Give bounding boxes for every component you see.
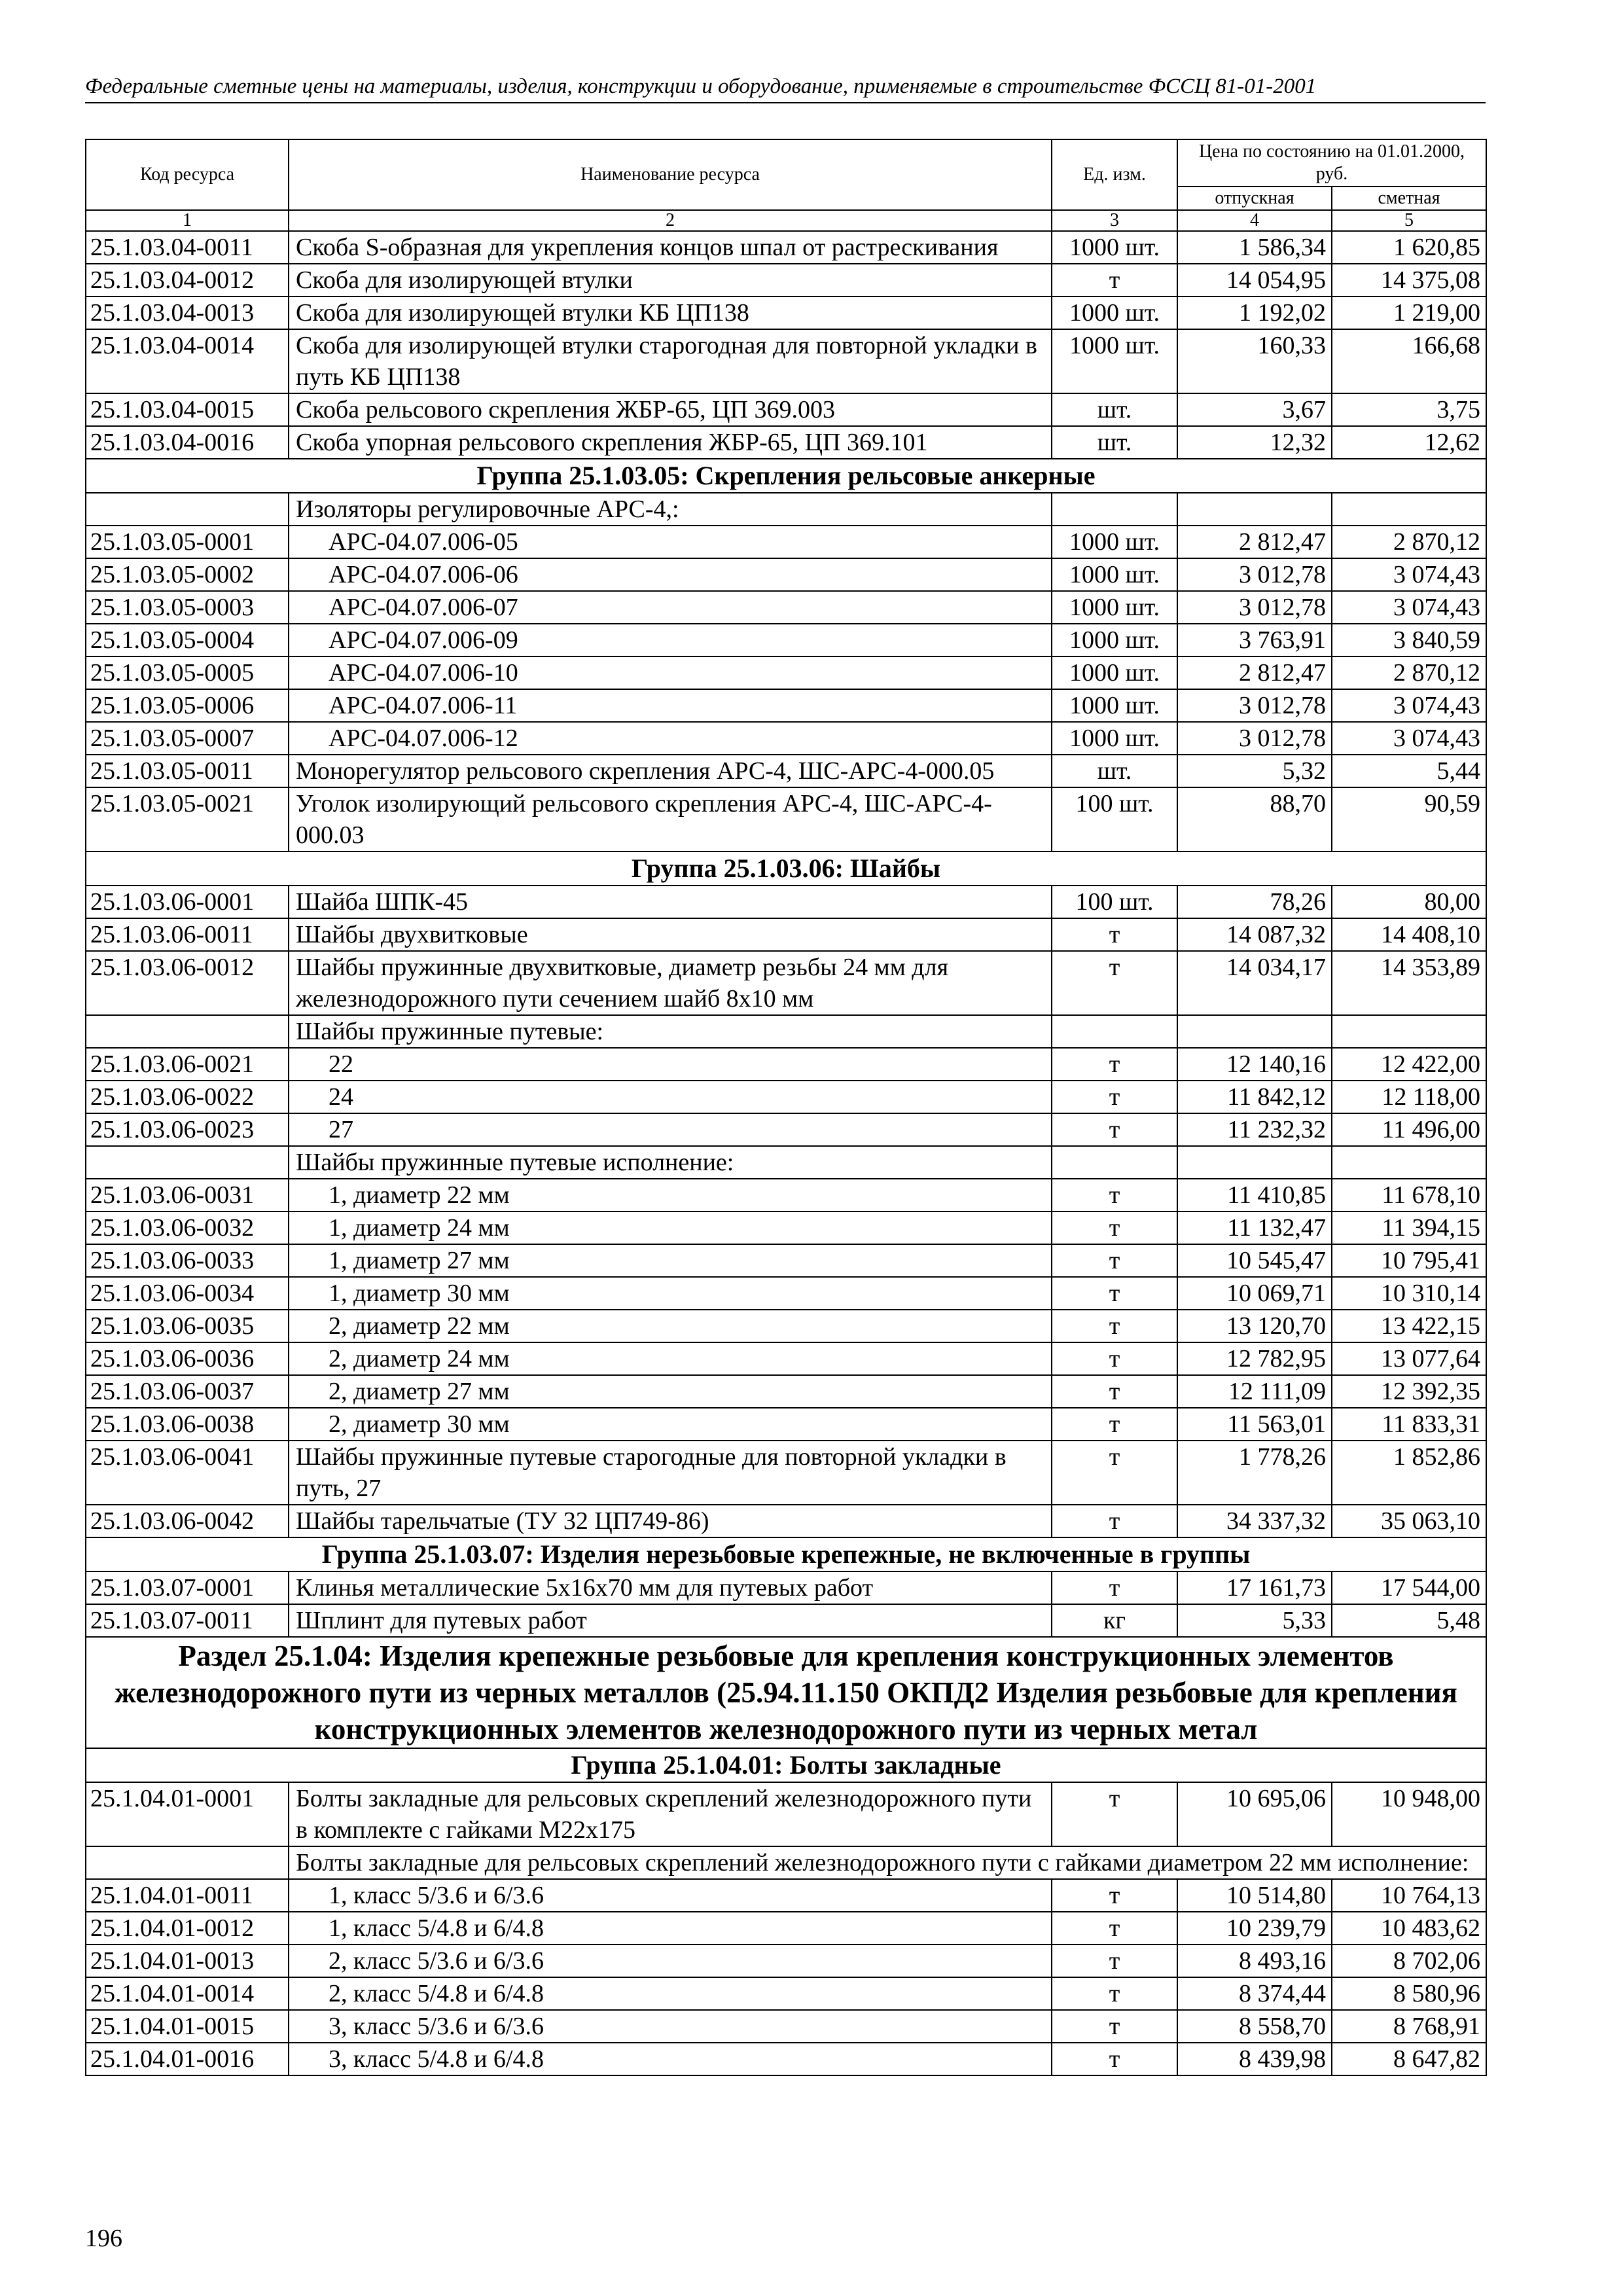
estimate-price: 35 063,10 bbox=[1332, 1505, 1486, 1537]
release-price: 12 111,09 bbox=[1177, 1375, 1332, 1408]
empty-cell bbox=[1332, 1146, 1486, 1179]
resource-code: 25.1.03.04-0011 bbox=[86, 231, 289, 264]
empty-code-cell bbox=[86, 1146, 289, 1179]
resource-unit: т bbox=[1052, 1310, 1177, 1342]
table-row bbox=[86, 1113, 1486, 1146]
release-price: 5,33 bbox=[1177, 1604, 1332, 1637]
resource-code: 25.1.04.01-0014 bbox=[86, 1977, 289, 2010]
resource-unit: 100 шт. bbox=[1052, 886, 1177, 918]
resource-name: Болты закладные для рельсовых скреплений железнодорожного пути в комплекте с гайками М22х175 bbox=[289, 1782, 1052, 1846]
resource-name: Шайбы тарельчатые (ТУ 32 ЦП749-86) bbox=[289, 1505, 1052, 1537]
release-price: 10 069,71 bbox=[1177, 1277, 1332, 1310]
resource-name: 24 bbox=[289, 1081, 1052, 1113]
resource-name: АРС-04.07.006-05 bbox=[289, 526, 1052, 558]
estimate-price: 8 768,91 bbox=[1332, 2010, 1486, 2043]
section-heading-row bbox=[86, 1637, 1486, 1748]
subheading: Изоляторы регулировочные АРС-4,: bbox=[289, 493, 1052, 526]
release-price: 10 239,79 bbox=[1177, 1912, 1332, 1945]
resource-unit: т bbox=[1052, 1081, 1177, 1113]
resource-unit: шт. bbox=[1052, 755, 1177, 787]
resource-unit: т bbox=[1052, 1879, 1177, 1912]
group-heading: Группа 25.1.04.01: Болты закладные bbox=[86, 1748, 1486, 1782]
release-price: 8 558,70 bbox=[1177, 2010, 1332, 2043]
resource-unit: т bbox=[1052, 2043, 1177, 2075]
col-number: 5 bbox=[1332, 210, 1486, 231]
estimate-price: 3 074,43 bbox=[1332, 591, 1486, 624]
resource-code: 25.1.03.06-0023 bbox=[86, 1113, 289, 1146]
empty-code-cell bbox=[86, 1846, 289, 1879]
table-row bbox=[86, 296, 1486, 329]
group-heading-row bbox=[86, 852, 1486, 886]
resource-code: 25.1.03.04-0015 bbox=[86, 393, 289, 426]
release-price: 3 012,78 bbox=[1177, 689, 1332, 722]
estimate-price: 80,00 bbox=[1332, 886, 1486, 918]
resource-unit: т bbox=[1052, 1277, 1177, 1310]
release-price: 11 132,47 bbox=[1177, 1211, 1332, 1244]
resource-unit: т bbox=[1052, 1782, 1177, 1846]
release-price: 14 087,32 bbox=[1177, 918, 1332, 951]
release-price: 2 812,47 bbox=[1177, 656, 1332, 689]
release-price: 3 763,91 bbox=[1177, 624, 1332, 656]
group-heading: Группа 25.1.03.06: Шайбы bbox=[86, 852, 1486, 886]
col-number: 4 bbox=[1177, 210, 1332, 231]
resource-unit: т bbox=[1052, 1244, 1177, 1277]
table-row bbox=[86, 393, 1486, 426]
estimate-price: 14 375,08 bbox=[1332, 264, 1486, 296]
resource-name: 2, диаметр 22 мм bbox=[289, 1310, 1052, 1342]
subheading-row bbox=[86, 1015, 1486, 1048]
table-row bbox=[86, 1571, 1486, 1604]
resource-unit: т bbox=[1052, 1179, 1177, 1211]
resource-name: Скоба для изолирующей втулки старогодная для повторной укладки в путь КБ ЦП138 bbox=[289, 329, 1052, 393]
table-row bbox=[86, 1945, 1486, 1977]
estimate-price: 3 840,59 bbox=[1332, 624, 1486, 656]
release-price: 11 563,01 bbox=[1177, 1408, 1332, 1441]
resource-name: Уголок изолирующий рельсового скрепления АРС-4, ШС-АРС-4- 000.03 bbox=[289, 787, 1052, 852]
release-price: 5,32 bbox=[1177, 755, 1332, 787]
table-row bbox=[86, 558, 1486, 591]
subheading-row bbox=[86, 1846, 1486, 1879]
resource-code: 25.1.04.01-0011 bbox=[86, 1879, 289, 1912]
table-row bbox=[86, 1782, 1486, 1846]
resource-code: 25.1.03.06-0011 bbox=[86, 918, 289, 951]
release-price: 3 012,78 bbox=[1177, 558, 1332, 591]
table-row bbox=[86, 787, 1486, 852]
resource-name: 2, диаметр 27 мм bbox=[289, 1375, 1052, 1408]
empty-cell bbox=[1332, 1015, 1486, 1048]
price-table bbox=[85, 139, 1487, 2076]
table-row bbox=[86, 1505, 1486, 1537]
resource-name: Клинья металлические 5х16х70 мм для путевых работ bbox=[289, 1571, 1052, 1604]
release-price: 160,33 bbox=[1177, 329, 1332, 393]
table-row bbox=[86, 1048, 1486, 1081]
resource-unit: т bbox=[1052, 1912, 1177, 1945]
section-heading: Раздел 25.1.04: Изделия крепежные резьбовые для крепления конструкционных элементов железнодорожного пути из черных металлов (25.94.11.150 ОКПД2 Изделия резьбовые для крепления конструкционных элементов железнодорожного пути из черных метал bbox=[86, 1637, 1486, 1748]
resource-code: 25.1.04.01-0013 bbox=[86, 1945, 289, 1977]
group-heading: Группа 25.1.03.07: Изделия нерезьбовые крепежные, не включенные в группы bbox=[86, 1537, 1486, 1571]
resource-code: 25.1.03.06-0031 bbox=[86, 1179, 289, 1211]
estimate-price: 10 795,41 bbox=[1332, 1244, 1486, 1277]
resource-unit: т bbox=[1052, 951, 1177, 1015]
release-price: 1 586,34 bbox=[1177, 231, 1332, 264]
resource-name: 1, класс 5/3.6 и 6/3.6 bbox=[289, 1879, 1052, 1912]
release-price: 2 812,47 bbox=[1177, 526, 1332, 558]
resource-code: 25.1.03.05-0011 bbox=[86, 755, 289, 787]
empty-cell bbox=[1332, 493, 1486, 526]
resource-code: 25.1.03.06-0035 bbox=[86, 1310, 289, 1342]
resource-code: 25.1.04.01-0001 bbox=[86, 1782, 289, 1846]
resource-name: АРС-04.07.006-06 bbox=[289, 558, 1052, 591]
release-price: 12 782,95 bbox=[1177, 1342, 1332, 1375]
resource-name: 3, класс 5/3.6 и 6/3.6 bbox=[289, 2010, 1052, 2043]
resource-code: 25.1.03.05-0007 bbox=[86, 722, 289, 755]
resource-unit: шт. bbox=[1052, 426, 1177, 459]
table-row bbox=[86, 1977, 1486, 2010]
table-row bbox=[86, 264, 1486, 296]
release-price: 1 192,02 bbox=[1177, 296, 1332, 329]
resource-unit: т bbox=[1052, 1375, 1177, 1408]
resource-code: 25.1.03.06-0042 bbox=[86, 1505, 289, 1537]
col-header-unit: Ед. изм. bbox=[1052, 139, 1177, 210]
table-row bbox=[86, 1408, 1486, 1441]
release-price: 12,32 bbox=[1177, 426, 1332, 459]
resource-name: 3, класс 5/4.8 и 6/4.8 bbox=[289, 2043, 1052, 2075]
table-row bbox=[86, 624, 1486, 656]
table-row bbox=[86, 656, 1486, 689]
table-row bbox=[86, 1277, 1486, 1310]
release-price: 8 439,98 bbox=[1177, 2043, 1332, 2075]
release-price: 10 545,47 bbox=[1177, 1244, 1332, 1277]
resource-name: АРС-04.07.006-07 bbox=[289, 591, 1052, 624]
resource-code: 25.1.04.01-0016 bbox=[86, 2043, 289, 2075]
resource-code: 25.1.03.07-0001 bbox=[86, 1571, 289, 1604]
resource-name: 2, класс 5/3.6 и 6/3.6 bbox=[289, 1945, 1052, 1977]
subheading-row bbox=[86, 493, 1486, 526]
resource-unit: 1000 шт. bbox=[1052, 656, 1177, 689]
resource-name: 1, диаметр 27 мм bbox=[289, 1244, 1052, 1277]
estimate-price: 10 764,13 bbox=[1332, 1879, 1486, 1912]
estimate-price: 17 544,00 bbox=[1332, 1571, 1486, 1604]
release-price: 78,26 bbox=[1177, 886, 1332, 918]
resource-unit: 1000 шт. bbox=[1052, 231, 1177, 264]
subheading: Шайбы пружинные путевые: bbox=[289, 1015, 1052, 1048]
table-body bbox=[86, 231, 1486, 2075]
group-heading: Группа 25.1.03.05: Скрепления рельсовые анкерные bbox=[86, 459, 1486, 493]
resource-code: 25.1.03.06-0012 bbox=[86, 951, 289, 1015]
resource-name: 1, диаметр 24 мм bbox=[289, 1211, 1052, 1244]
resource-name: 2, диаметр 24 мм bbox=[289, 1342, 1052, 1375]
table-row bbox=[86, 1310, 1486, 1342]
release-price: 8 374,44 bbox=[1177, 1977, 1332, 2010]
resource-code: 25.1.03.06-0001 bbox=[86, 886, 289, 918]
table-row bbox=[86, 2043, 1486, 2075]
table-row bbox=[86, 231, 1486, 264]
page-header: Федеральные сметные цены на материалы, изделия, конструкции и оборудование, применяемые в строительстве ФССЦ 81-01-2001 bbox=[85, 73, 1486, 103]
resource-unit: 1000 шт. bbox=[1052, 624, 1177, 656]
resource-name: Шайба ШПК-45 bbox=[289, 886, 1052, 918]
resource-name: Скоба S-образная для укрепления концов шпал от растрескивания bbox=[289, 231, 1052, 264]
subheading: Болты закладные для рельсовых скреплений железнодорожного пути с гайками диаметром 22 мм исполнение: bbox=[289, 1846, 1486, 1879]
resource-name: 27 bbox=[289, 1113, 1052, 1146]
table-row bbox=[86, 591, 1486, 624]
resource-code: 25.1.03.06-0032 bbox=[86, 1211, 289, 1244]
estimate-price: 12,62 bbox=[1332, 426, 1486, 459]
resource-unit: 1000 шт. bbox=[1052, 689, 1177, 722]
estimate-price: 3 074,43 bbox=[1332, 722, 1486, 755]
resource-code: 25.1.04.01-0015 bbox=[86, 2010, 289, 2043]
resource-name: 1, диаметр 30 мм bbox=[289, 1277, 1052, 1310]
resource-unit: 1000 шт. bbox=[1052, 296, 1177, 329]
resource-unit: 1000 шт. bbox=[1052, 591, 1177, 624]
resource-code: 25.1.03.06-0034 bbox=[86, 1277, 289, 1310]
release-price: 11 842,12 bbox=[1177, 1081, 1332, 1113]
group-heading-row bbox=[86, 459, 1486, 493]
col-number: 3 bbox=[1052, 210, 1177, 231]
resource-name: Скоба упорная рельсового скрепления ЖБР-65, ЦП 369.101 bbox=[289, 426, 1052, 459]
empty-cell bbox=[1052, 1015, 1177, 1048]
resource-code: 25.1.03.06-0033 bbox=[86, 1244, 289, 1277]
resource-code: 25.1.03.04-0012 bbox=[86, 264, 289, 296]
resource-unit: т bbox=[1052, 1048, 1177, 1081]
resource-name: Скоба для изолирующей втулки bbox=[289, 264, 1052, 296]
table-row bbox=[86, 329, 1486, 393]
estimate-price: 11 833,31 bbox=[1332, 1408, 1486, 1441]
table-row bbox=[86, 1179, 1486, 1211]
release-price: 12 140,16 bbox=[1177, 1048, 1332, 1081]
resource-code: 25.1.04.01-0012 bbox=[86, 1912, 289, 1945]
subheading-row bbox=[86, 1146, 1486, 1179]
release-price: 3 012,78 bbox=[1177, 722, 1332, 755]
resource-code: 25.1.03.06-0038 bbox=[86, 1408, 289, 1441]
estimate-price: 5,44 bbox=[1332, 755, 1486, 787]
resource-code: 25.1.03.06-0036 bbox=[86, 1342, 289, 1375]
resource-unit: т bbox=[1052, 918, 1177, 951]
table-row bbox=[86, 1879, 1486, 1912]
resource-unit: т bbox=[1052, 2010, 1177, 2043]
estimate-price: 14 408,10 bbox=[1332, 918, 1486, 951]
resource-unit: т bbox=[1052, 1977, 1177, 2010]
resource-unit: 100 шт. bbox=[1052, 787, 1177, 852]
release-price: 1 778,26 bbox=[1177, 1441, 1332, 1505]
estimate-price: 13 077,64 bbox=[1332, 1342, 1486, 1375]
resource-unit: кг bbox=[1052, 1604, 1177, 1637]
resource-code: 25.1.03.05-0005 bbox=[86, 656, 289, 689]
col-number: 1 bbox=[86, 210, 289, 231]
resource-code: 25.1.03.05-0002 bbox=[86, 558, 289, 591]
resource-name: Скоба рельсового скрепления ЖБР-65, ЦП 369.003 bbox=[289, 393, 1052, 426]
estimate-price: 1 852,86 bbox=[1332, 1441, 1486, 1505]
empty-cell bbox=[1177, 1146, 1332, 1179]
resource-unit: т bbox=[1052, 1571, 1177, 1604]
release-price: 14 054,95 bbox=[1177, 264, 1332, 296]
estimate-price: 8 580,96 bbox=[1332, 1977, 1486, 2010]
table-row bbox=[86, 1244, 1486, 1277]
estimate-price: 14 353,89 bbox=[1332, 951, 1486, 1015]
col-header-estimate: сметная bbox=[1332, 187, 1486, 210]
estimate-price: 2 870,12 bbox=[1332, 526, 1486, 558]
resource-name: 1, класс 5/4.8 и 6/4.8 bbox=[289, 1912, 1052, 1945]
col-header-price: Цена по состоянию на 01.01.2000, руб. bbox=[1177, 139, 1486, 187]
estimate-price: 10 483,62 bbox=[1332, 1912, 1486, 1945]
col-header-release: отпускная bbox=[1177, 187, 1332, 210]
release-price: 11 232,32 bbox=[1177, 1113, 1332, 1146]
table-row bbox=[86, 722, 1486, 755]
estimate-price: 166,68 bbox=[1332, 329, 1486, 393]
resource-unit: 1000 шт. bbox=[1052, 722, 1177, 755]
estimate-price: 11 678,10 bbox=[1332, 1179, 1486, 1211]
estimate-price: 11 394,15 bbox=[1332, 1211, 1486, 1244]
resource-name: 1, диаметр 22 мм bbox=[289, 1179, 1052, 1211]
table-row bbox=[86, 755, 1486, 787]
resource-name: 22 bbox=[289, 1048, 1052, 1081]
resource-unit: т bbox=[1052, 1945, 1177, 1977]
table-row bbox=[86, 1211, 1486, 1244]
resource-code: 25.1.03.06-0021 bbox=[86, 1048, 289, 1081]
resource-code: 25.1.03.05-0006 bbox=[86, 689, 289, 722]
empty-cell bbox=[1052, 493, 1177, 526]
resource-name: АРС-04.07.006-10 bbox=[289, 656, 1052, 689]
estimate-price: 10 948,00 bbox=[1332, 1782, 1486, 1846]
resource-code: 25.1.03.05-0004 bbox=[86, 624, 289, 656]
resource-unit: т bbox=[1052, 1211, 1177, 1244]
resource-name: 2, диаметр 30 мм bbox=[289, 1408, 1052, 1441]
col-number: 2 bbox=[289, 210, 1052, 231]
release-price: 10 514,80 bbox=[1177, 1879, 1332, 1912]
resource-unit: т bbox=[1052, 1342, 1177, 1375]
resource-code: 25.1.03.06-0037 bbox=[86, 1375, 289, 1408]
resource-unit: т bbox=[1052, 1505, 1177, 1537]
empty-code-cell bbox=[86, 1015, 289, 1048]
release-price: 3 012,78 bbox=[1177, 591, 1332, 624]
release-price: 14 034,17 bbox=[1177, 951, 1332, 1015]
release-price: 34 337,32 bbox=[1177, 1505, 1332, 1537]
resource-name: Шайбы двухвитковые bbox=[289, 918, 1052, 951]
resource-name: 2, класс 5/4.8 и 6/4.8 bbox=[289, 1977, 1052, 2010]
estimate-price: 2 870,12 bbox=[1332, 656, 1486, 689]
estimate-price: 3 074,43 bbox=[1332, 689, 1486, 722]
resource-name: АРС-04.07.006-12 bbox=[289, 722, 1052, 755]
estimate-price: 12 118,00 bbox=[1332, 1081, 1486, 1113]
table-row bbox=[86, 1081, 1486, 1113]
resource-unit: 1000 шт. bbox=[1052, 526, 1177, 558]
resource-name: Скоба для изолирующей втулки КБ ЦП138 bbox=[289, 296, 1052, 329]
table-row bbox=[86, 1441, 1486, 1505]
estimate-price: 5,48 bbox=[1332, 1604, 1486, 1637]
table-row bbox=[86, 1912, 1486, 1945]
resource-unit: т bbox=[1052, 264, 1177, 296]
table-row bbox=[86, 426, 1486, 459]
resource-name: АРС-04.07.006-11 bbox=[289, 689, 1052, 722]
release-price: 8 493,16 bbox=[1177, 1945, 1332, 1977]
release-price: 13 120,70 bbox=[1177, 1310, 1332, 1342]
resource-unit: 1000 шт. bbox=[1052, 558, 1177, 591]
estimate-price: 90,59 bbox=[1332, 787, 1486, 852]
resource-code: 25.1.03.04-0016 bbox=[86, 426, 289, 459]
resource-name: Монорегулятор рельсового скрепления АРС-4, ШС-АРС-4-000.05 bbox=[289, 755, 1052, 787]
table-row bbox=[86, 689, 1486, 722]
col-header-code: Код ресурса bbox=[86, 139, 289, 210]
resource-unit: т bbox=[1052, 1408, 1177, 1441]
estimate-price: 1 620,85 bbox=[1332, 231, 1486, 264]
group-heading-row bbox=[86, 1537, 1486, 1571]
resource-name: Шайбы пружинные двухвитковые, диаметр резьбы 24 мм для железнодорожного пути сечением шайб 8х10 мм bbox=[289, 951, 1052, 1015]
release-price: 3,67 bbox=[1177, 393, 1332, 426]
resource-unit: т bbox=[1052, 1113, 1177, 1146]
release-price: 17 161,73 bbox=[1177, 1571, 1332, 1604]
resource-code: 25.1.03.05-0003 bbox=[86, 591, 289, 624]
table-row bbox=[86, 918, 1486, 951]
table-row bbox=[86, 2010, 1486, 2043]
resource-code: 25.1.03.05-0021 bbox=[86, 787, 289, 852]
table-row bbox=[86, 1604, 1486, 1637]
resource-code: 25.1.03.04-0014 bbox=[86, 329, 289, 393]
table-row bbox=[86, 526, 1486, 558]
estimate-price: 8 702,06 bbox=[1332, 1945, 1486, 1977]
estimate-price: 10 310,14 bbox=[1332, 1277, 1486, 1310]
empty-cell bbox=[1177, 1015, 1332, 1048]
estimate-price: 13 422,15 bbox=[1332, 1310, 1486, 1342]
empty-code-cell bbox=[86, 493, 289, 526]
estimate-price: 12 392,35 bbox=[1332, 1375, 1486, 1408]
estimate-price: 12 422,00 bbox=[1332, 1048, 1486, 1081]
resource-code: 25.1.03.06-0022 bbox=[86, 1081, 289, 1113]
resource-name: АРС-04.07.006-09 bbox=[289, 624, 1052, 656]
empty-cell bbox=[1177, 493, 1332, 526]
group-heading-row bbox=[86, 1748, 1486, 1782]
subheading: Шайбы пружинные путевые исполнение: bbox=[289, 1146, 1052, 1179]
resource-unit: т bbox=[1052, 1441, 1177, 1505]
resource-code: 25.1.03.04-0013 bbox=[86, 296, 289, 329]
estimate-price: 11 496,00 bbox=[1332, 1113, 1486, 1146]
resource-name: Шайбы пружинные путевые старогодные для повторной укладки в путь, 27 bbox=[289, 1441, 1052, 1505]
empty-cell bbox=[1052, 1146, 1177, 1179]
table-row bbox=[86, 1342, 1486, 1375]
resource-code: 25.1.03.06-0041 bbox=[86, 1441, 289, 1505]
release-price: 10 695,06 bbox=[1177, 1782, 1332, 1846]
estimate-price: 1 219,00 bbox=[1332, 296, 1486, 329]
page-number: 196 bbox=[85, 2225, 122, 2252]
resource-unit: шт. bbox=[1052, 393, 1177, 426]
resource-code: 25.1.03.05-0001 bbox=[86, 526, 289, 558]
resource-unit: 1000 шт. bbox=[1052, 329, 1177, 393]
table-row bbox=[86, 886, 1486, 918]
estimate-price: 8 647,82 bbox=[1332, 2043, 1486, 2075]
resource-code: 25.1.03.07-0011 bbox=[86, 1604, 289, 1637]
release-price: 11 410,85 bbox=[1177, 1179, 1332, 1211]
col-header-name: Наименование ресурса bbox=[289, 139, 1052, 210]
table-row bbox=[86, 951, 1486, 1015]
estimate-price: 3 074,43 bbox=[1332, 558, 1486, 591]
estimate-price: 3,75 bbox=[1332, 393, 1486, 426]
price-table-container bbox=[85, 139, 1486, 2076]
table-row bbox=[86, 1375, 1486, 1408]
resource-name: Шплинт для путевых работ bbox=[289, 1604, 1052, 1637]
release-price: 88,70 bbox=[1177, 787, 1332, 852]
